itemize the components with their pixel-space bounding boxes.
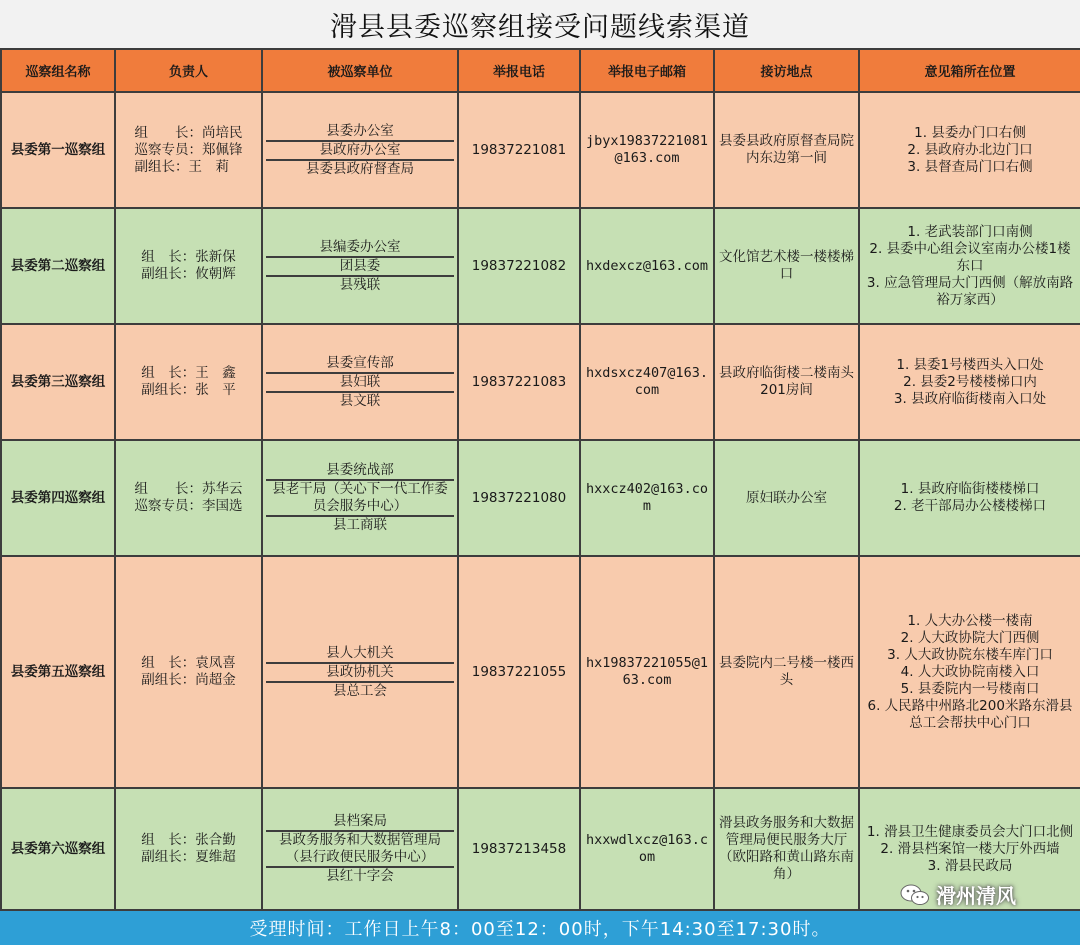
unit-name: 县委统战部 xyxy=(326,462,394,478)
table-row xyxy=(1,440,1080,556)
box-item: 6. 人民路中州路北200米路东滑县总工会帮扶中心门口 xyxy=(867,697,1073,731)
leader-line: 副组长：张 平 xyxy=(141,382,236,398)
leader-cell xyxy=(115,788,262,910)
acceptance-time-banner: 受理时间：工作日上午8：00至12：00时，下午14:30至17:30时。 xyxy=(0,911,1080,945)
box-item: 2. 县委中心组会议室南办公楼1楼东口 xyxy=(869,240,1071,274)
location-cell: 滑县政务服务和大数据管理局便民服务大厅（欧阳路和黄山路东南角） xyxy=(714,788,859,910)
box-item: 1. 老武装部门口南侧 xyxy=(907,223,1033,240)
box-item: 1. 县政府临街楼楼梯口 xyxy=(900,481,1040,497)
group-name: 县委第五巡察组 xyxy=(1,556,115,788)
email-cell[interactable]: hxdsxcz407@163.com xyxy=(580,324,714,440)
phone-cell: 19837221080 xyxy=(458,440,580,556)
box-item: 1. 县委办门口右侧 xyxy=(914,124,1026,141)
phone-cell: 19837221055 xyxy=(458,556,580,788)
unit-name: 县政协机关 xyxy=(266,662,454,681)
location-cell: 县政府临街楼二楼南头201房间 xyxy=(714,324,859,440)
unit-name: 团县委 xyxy=(266,256,454,275)
unit-name: 县红十字会 xyxy=(266,866,454,885)
unit-name: 县政府办公室 xyxy=(266,140,454,159)
email-cell[interactable]: hxxwdlxcz@163.com xyxy=(580,788,714,910)
header-units: 被巡察单位 xyxy=(262,49,458,92)
unit-name: 县编委办公室 xyxy=(319,238,401,255)
box-item: 2. 县政府办北边门口 xyxy=(907,141,1033,158)
leader-line: 巡察专员：李国选 xyxy=(134,498,243,514)
phone-cell: 19837221082 xyxy=(458,208,580,324)
boxes-cell xyxy=(859,324,1080,440)
box-item: 2. 滑县档案馆一楼大厅外西墙 xyxy=(880,840,1060,857)
leader-line: 副组长：攸朝辉 xyxy=(141,266,236,282)
box-item: 1. 县委1号楼西头入口处 xyxy=(896,356,1044,373)
phone-cell: 19837221083 xyxy=(458,324,580,440)
unit-name: 县人大机关 xyxy=(326,644,394,661)
group-name: 县委第六巡察组 xyxy=(1,788,115,910)
leader-cell xyxy=(115,324,262,440)
box-item: 3. 县督查局门口右侧 xyxy=(907,158,1033,175)
leader-line: 组 长：王 鑫 xyxy=(141,365,236,381)
phone-cell: 19837221081 xyxy=(458,92,580,208)
group-name: 县委第三巡察组 xyxy=(1,324,115,440)
unit-name: 县委宣传部 xyxy=(326,354,394,371)
header-leader: 负责人 xyxy=(115,49,262,92)
leader-line: 组 长：张新保 xyxy=(141,249,236,265)
leader-line: 组 长：张合勤 xyxy=(141,832,236,848)
table-header-row xyxy=(1,49,1080,92)
leader-line: 副组长：夏维超 xyxy=(141,849,236,865)
box-item: 1. 人大办公楼一楼南 xyxy=(907,612,1033,629)
leader-line: 组 长：苏华云 xyxy=(134,481,243,497)
unit-name: 县妇联 xyxy=(266,372,454,391)
units-cell xyxy=(262,556,458,788)
box-item: 3. 人大政协院东楼车库门口 xyxy=(887,646,1053,663)
group-name: 县委第四巡察组 xyxy=(1,440,115,556)
box-item: 3. 滑县民政局 xyxy=(927,857,1013,874)
wechat-icon xyxy=(900,883,930,907)
unit-name: 县残联 xyxy=(266,275,454,294)
location-cell: 文化馆艺术楼一楼楼梯口 xyxy=(714,208,859,324)
box-item: 2. 人大政协院大门西侧 xyxy=(900,629,1040,646)
inspection-table xyxy=(0,48,1080,911)
table-row xyxy=(1,556,1080,788)
box-item: 1. 滑县卫生健康委员会大门口北侧 xyxy=(866,823,1074,840)
unit-name: 县老干局（关心下一代工作委员会服务中心） xyxy=(266,479,454,515)
header-boxes: 意见箱所在位置 xyxy=(859,49,1080,92)
units-cell xyxy=(262,440,458,556)
units-cell xyxy=(262,788,458,910)
box-item: 4. 人大政协院南楼入口 xyxy=(900,663,1040,680)
leader-line: 副组长：尚超金 xyxy=(141,672,236,688)
email-cell[interactable]: hx19837221055@163.com xyxy=(580,556,714,788)
box-item: 3. 应急管理局大门西侧（解放南路裕万家西） xyxy=(866,274,1074,308)
location-cell: 原妇联办公室 xyxy=(714,440,859,556)
boxes-cell xyxy=(859,92,1080,208)
email-cell[interactable]: jbyx19837221081@163.com xyxy=(580,92,714,208)
leader-cell xyxy=(115,556,262,788)
leader-line: 副组长：王 莉 xyxy=(134,158,229,175)
boxes-cell xyxy=(859,208,1080,324)
table-row xyxy=(1,208,1080,324)
leader-line: 组 长：尚培民 xyxy=(134,124,243,141)
leader-cell xyxy=(115,440,262,556)
unit-name: 县档案局 xyxy=(333,813,387,829)
box-item: 2. 县委2号楼楼梯口内 xyxy=(903,373,1037,390)
header-phone: 举报电话 xyxy=(458,49,580,92)
group-name: 县委第一巡察组 xyxy=(1,92,115,208)
unit-name: 县工商联 xyxy=(266,515,454,534)
boxes-cell xyxy=(859,440,1080,556)
leader-cell xyxy=(115,208,262,324)
table-row xyxy=(1,324,1080,440)
unit-name: 县委县政府督查局 xyxy=(266,159,454,178)
phone-cell: 19837213458 xyxy=(458,788,580,910)
unit-name: 县总工会 xyxy=(266,681,454,700)
table-row xyxy=(1,92,1080,208)
leader-line: 组 长：袁凤喜 xyxy=(141,655,236,671)
unit-name: 县委办公室 xyxy=(326,122,394,139)
box-item: 3. 县政府临街楼南入口处 xyxy=(893,390,1047,407)
units-cell xyxy=(262,92,458,208)
header-email: 举报电子邮箱 xyxy=(580,49,714,92)
watermark-text: 滑州清风 xyxy=(936,884,1016,908)
watermark xyxy=(900,880,1016,909)
leader-line: 巡察专员：郑佩锋 xyxy=(134,141,243,158)
email-cell[interactable]: hxdexcz@163.com xyxy=(580,208,714,324)
box-item: 5. 县委院内一号楼南口 xyxy=(900,680,1040,697)
header-location: 接访地点 xyxy=(714,49,859,92)
units-cell xyxy=(262,208,458,324)
header-group: 巡察组名称 xyxy=(1,49,115,92)
group-name: 县委第二巡察组 xyxy=(1,208,115,324)
boxes-cell xyxy=(859,556,1080,788)
unit-name: 县文联 xyxy=(266,391,454,410)
location-cell: 县委院内二号楼一楼西头 xyxy=(714,556,859,788)
page-title: 滑县县委巡察组接受问题线索渠道 xyxy=(0,0,1080,49)
box-item: 2. 老干部局办公楼楼梯口 xyxy=(893,498,1047,514)
leader-cell xyxy=(115,92,262,208)
email-cell[interactable]: hxxcz402@163.com xyxy=(580,440,714,556)
unit-name: 县政务服务和大数据管理局（县行政便民服务中心） xyxy=(266,830,454,866)
units-cell xyxy=(262,324,458,440)
location-cell: 县委县政府原督查局院内东边第一间 xyxy=(714,92,859,208)
